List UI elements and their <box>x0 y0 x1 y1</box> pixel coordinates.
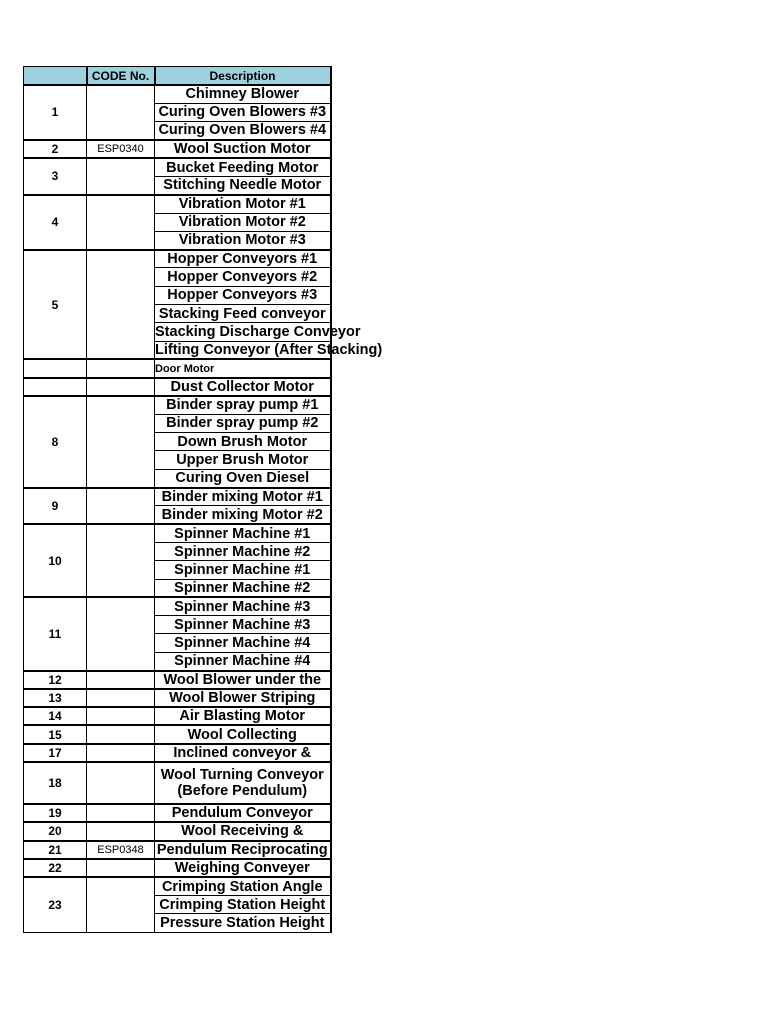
item-number: 21 <box>24 841 87 859</box>
table-row <box>24 396 331 414</box>
item-number: 18 <box>24 762 87 804</box>
description-cell: Wool Blower Striping <box>155 689 331 707</box>
description-cell: Spinner Machine #2 <box>155 579 331 597</box>
table-row <box>24 488 331 506</box>
code-number <box>87 488 155 525</box>
description-cell: Weighing Conveyer <box>155 859 331 877</box>
item-number: 5 <box>24 250 87 360</box>
table-row <box>24 841 331 859</box>
description-cell: Spinner Machine #4 <box>155 652 331 670</box>
header-row <box>24 67 331 86</box>
description-cell: Down Brush Motor <box>155 433 331 451</box>
description-cell: Binder mixing Motor #1 <box>155 488 331 506</box>
table-row <box>24 804 331 822</box>
description-cell: Air Blasting Motor <box>155 707 331 725</box>
description-cell: Wool Blower under the <box>155 671 331 689</box>
code-number <box>87 689 155 707</box>
table-row <box>24 822 331 840</box>
description-cell: Spinner Machine #3 <box>155 616 331 634</box>
code-number <box>87 250 155 360</box>
description-cell: Inclined conveyor & <box>155 744 331 762</box>
item-number: 8 <box>24 396 87 487</box>
motor-list-table <box>23 66 383 933</box>
code-number <box>87 597 155 670</box>
header-description: Description <box>155 67 331 86</box>
table-row <box>24 378 331 396</box>
description-cell: Binder mixing Motor #2 <box>155 506 331 524</box>
table-row <box>24 524 331 542</box>
description-cell: Wool Suction Motor <box>155 140 331 158</box>
description-cell: Wool Turning Conveyor (Before Pendulum) <box>155 762 331 804</box>
description-cell: Chimney Blower <box>155 85 331 103</box>
description-cell: Wool Collecting <box>155 725 331 743</box>
description-cell: Pressure Station Height <box>155 914 331 932</box>
item-number: 2 <box>24 140 87 158</box>
table-row <box>24 250 331 268</box>
header-no <box>24 67 87 86</box>
item-number <box>24 359 87 377</box>
code-number <box>87 524 155 597</box>
description-cell: Spinner Machine #1 <box>155 524 331 542</box>
description-cell: Hopper Conveyors #1 <box>155 250 331 268</box>
table-row <box>24 158 331 176</box>
table-row <box>24 597 331 615</box>
code-number <box>87 671 155 689</box>
item-number: 1 <box>24 85 87 140</box>
item-number: 17 <box>24 744 87 762</box>
item-number: 11 <box>24 597 87 670</box>
code-number <box>87 725 155 743</box>
description-cell: Spinner Machine #1 <box>155 561 331 579</box>
description-cell: Pendulum Reciprocating <box>155 841 331 859</box>
description-cell: Crimping Station Height <box>155 895 331 913</box>
table-row <box>24 725 331 743</box>
table-row <box>24 195 331 213</box>
table-row <box>24 762 331 804</box>
description-cell: Spinner Machine #2 <box>155 542 331 560</box>
code-number <box>87 85 155 140</box>
code-number <box>87 877 155 932</box>
code-number: ESP0340 <box>87 140 155 158</box>
code-number <box>87 762 155 804</box>
description-cell: Bucket Feeding Motor <box>155 158 331 176</box>
description-cell: Stacking Discharge Conveyor <box>155 324 361 340</box>
description-cell: Stacking Feed conveyor <box>155 305 331 323</box>
description-cell: Stitching Needle Motor <box>155 176 331 194</box>
code-number <box>87 396 155 487</box>
table-row <box>24 140 331 158</box>
description-cell: Spinner Machine #3 <box>155 597 331 615</box>
description-cell: Vibration Motor #2 <box>155 213 331 231</box>
item-number: 14 <box>24 707 87 725</box>
item-number <box>24 378 87 396</box>
description-cell: Spinner Machine #4 <box>155 634 331 652</box>
description-cell: Hopper Conveyors #2 <box>155 268 331 286</box>
description-cell: Curing Oven Blowers #4 <box>155 122 331 140</box>
table-body <box>24 85 383 932</box>
description-cell: Hopper Conveyors #3 <box>155 286 331 304</box>
item-number: 19 <box>24 804 87 822</box>
code-number <box>87 359 155 377</box>
description-cell: Vibration Motor #3 <box>155 231 331 249</box>
item-number: 22 <box>24 859 87 877</box>
item-number: 13 <box>24 689 87 707</box>
description-cell: Upper Brush Motor <box>155 451 331 469</box>
description-cell: Curing Oven Blowers #3 <box>155 103 331 121</box>
code-number <box>87 822 155 840</box>
code-number <box>87 707 155 725</box>
description-cell: Binder spray pump #2 <box>155 414 331 432</box>
item-number: 9 <box>24 488 87 525</box>
header-code: CODE No. <box>87 67 155 86</box>
code-number <box>87 158 155 195</box>
description-cell: Door Motor <box>155 359 331 377</box>
code-number <box>87 195 155 250</box>
code-number <box>87 804 155 822</box>
item-number: 10 <box>24 524 87 597</box>
table-row <box>24 859 331 877</box>
description-cell: Curing Oven Diesel <box>155 469 331 487</box>
item-number: 23 <box>24 877 87 932</box>
table-row <box>24 689 331 707</box>
item-number: 12 <box>24 671 87 689</box>
code-number: ESP0348 <box>87 841 155 859</box>
description-cell: Vibration Motor #1 <box>155 195 331 213</box>
table-row <box>24 359 331 377</box>
table-row <box>24 707 331 725</box>
code-number <box>87 744 155 762</box>
table-row <box>24 877 331 895</box>
code-number <box>87 378 155 396</box>
description-cell: Crimping Station Angle <box>155 877 331 895</box>
item-number: 3 <box>24 158 87 195</box>
item-number: 20 <box>24 822 87 840</box>
table-row <box>24 671 331 689</box>
table-row <box>24 744 331 762</box>
description-cell: Pendulum Conveyor <box>155 804 331 822</box>
table-row <box>24 85 331 103</box>
description-cell: Dust Collector Motor <box>155 378 331 396</box>
description-cell: Lifting Conveyor (After Stacking) <box>155 342 383 359</box>
item-number: 4 <box>24 195 87 250</box>
spreadsheet <box>23 66 383 933</box>
description-cell: Binder spray pump #1 <box>155 396 331 414</box>
item-number: 15 <box>24 725 87 743</box>
description-cell: Wool Receiving & <box>155 822 331 840</box>
code-number <box>87 859 155 877</box>
